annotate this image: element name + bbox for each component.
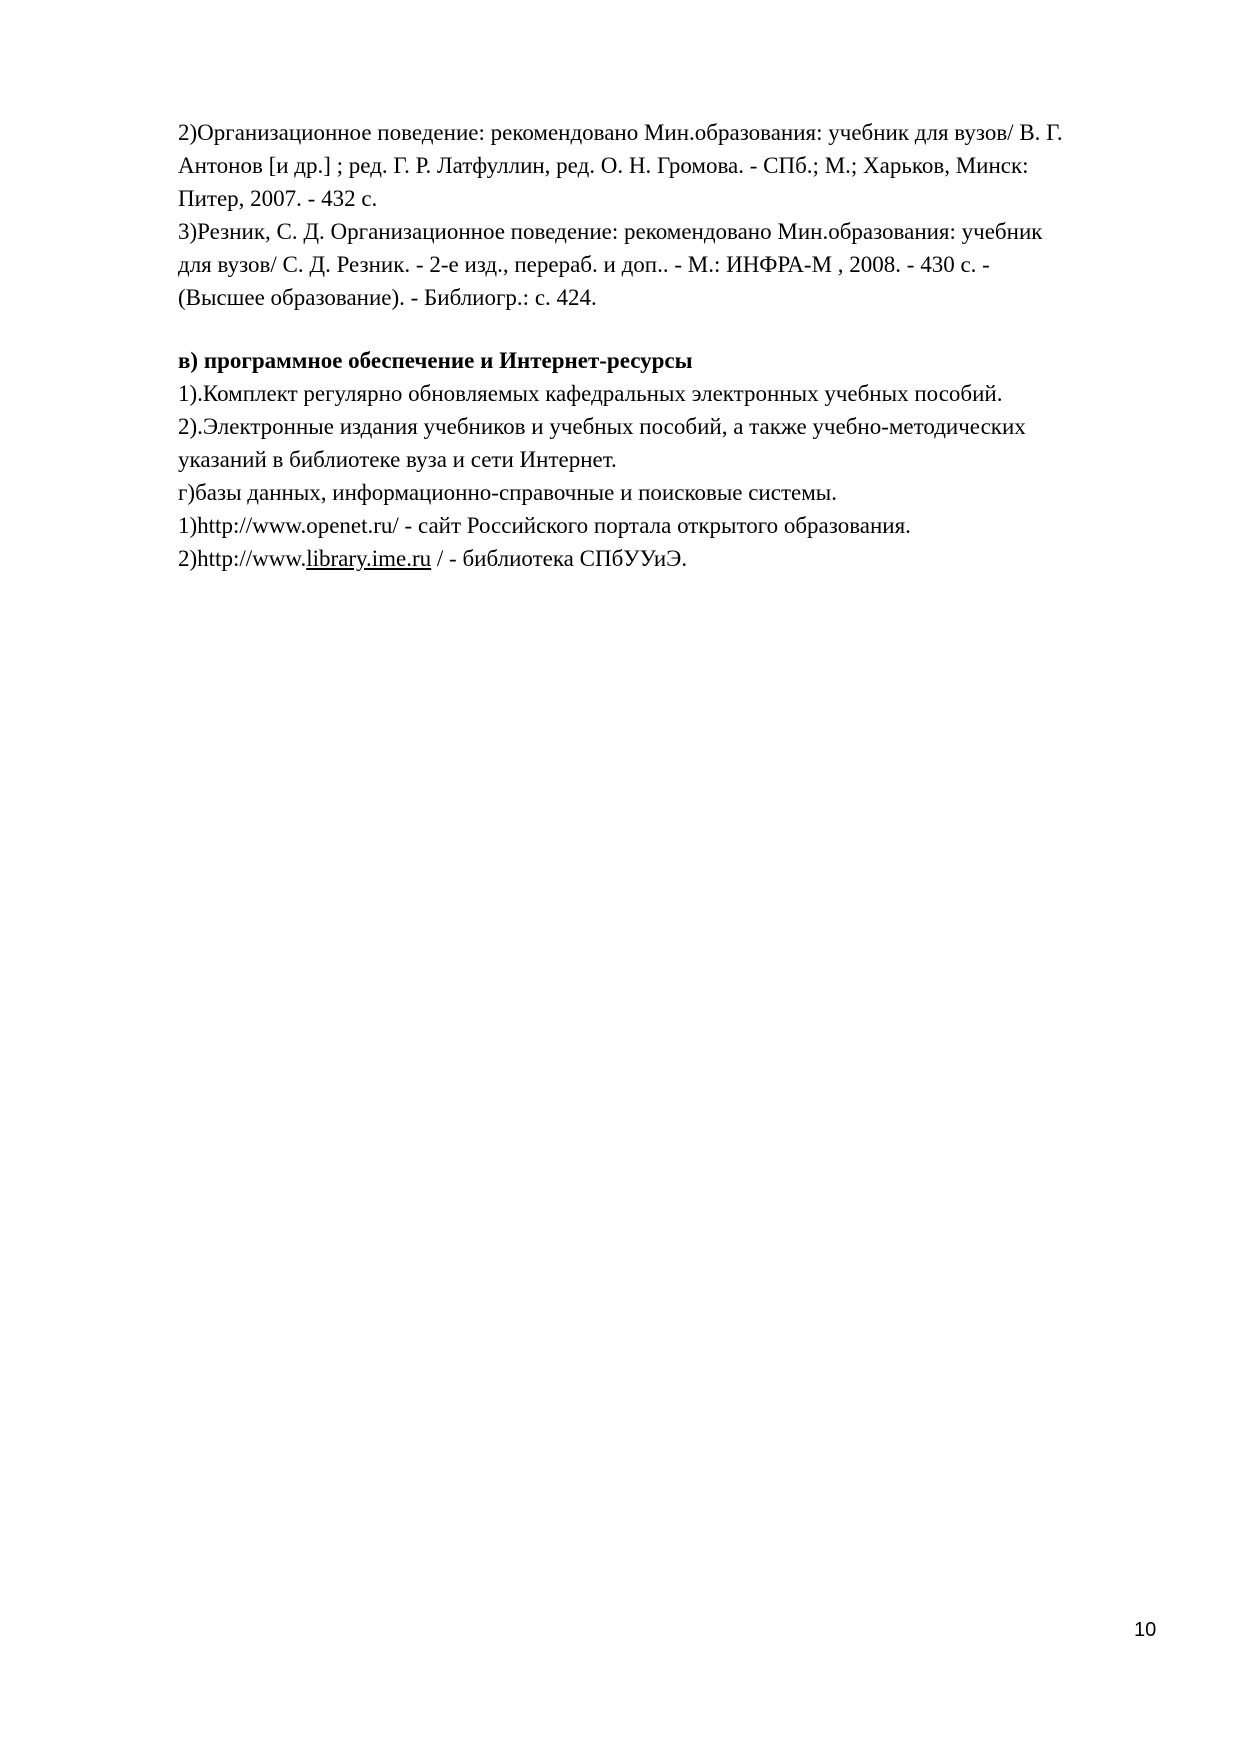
databases-section-heading: г)базы данных, информационно-справочные и поисковые системы. bbox=[178, 480, 837, 505]
database-item-2 bbox=[178, 542, 1158, 575]
software-item-1: 1).Комплект регулярно обновляемых кафедральных электронных учебных пособий. bbox=[178, 381, 1003, 406]
database-item-2-prefix: 2)http://www. bbox=[178, 546, 307, 571]
database-item-1: 1)http://www.openet.ru/ - сайт Российского портала открытого образования. bbox=[178, 513, 911, 538]
database-item-2-suffix: / - библиотека СПбУУиЭ. bbox=[431, 546, 688, 571]
reference-3-line-1: 3)Резник, С. Д. Организационное поведение: рекомендовано Мин.образования: учебник bbox=[178, 219, 1043, 244]
reference-2-line-1: 2)Организационное поведение: рекомендовано Мин.образования: учебник для вузов/ В. Г. bbox=[178, 120, 1063, 145]
reference-2-line-2: Антонов [и др.] ; ред. Г. Р. Латфуллин, ред. О. Н. Громова. - СПб.; М.; Харьков, Минск: bbox=[178, 153, 1029, 178]
software-item-2-line-1: 2).Электронные издания учебников и учебных пособий, а также учебно-методических bbox=[178, 414, 1026, 439]
software-item-2-line-2: указаний в библиотеке вуза и сети Интернет. bbox=[178, 447, 617, 472]
reference-2-line-3: Питер, 2007. - 432 с. bbox=[178, 186, 378, 211]
software-section-heading: в) программное обеспечение и Интернет-ресурсы bbox=[178, 348, 693, 373]
section-spacer bbox=[178, 314, 1158, 344]
page-number: 10 bbox=[1134, 1619, 1157, 1641]
reference-3-line-2: для вузов/ С. Д. Резник. - 2-е изд., перераб. и доп.. - М.: ИНФРА-М , 2008. - 430 с. - bbox=[178, 252, 990, 277]
reference-3-line-3: (Высшее образование). - Библиогр.: с. 424. bbox=[178, 285, 597, 310]
page-content bbox=[178, 116, 1158, 575]
library-link[interactable]: library.ime.ru bbox=[306, 546, 432, 571]
